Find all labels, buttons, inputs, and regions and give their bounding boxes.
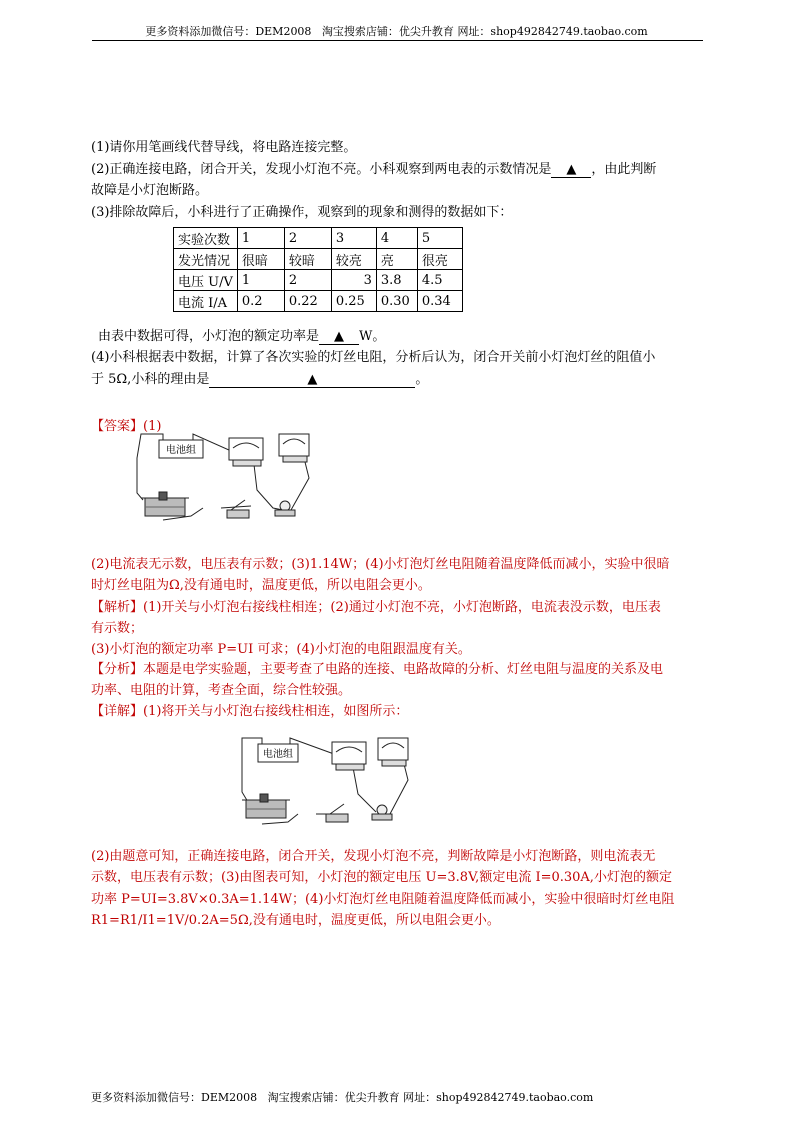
blank-rated-power: ▲ — [319, 329, 359, 345]
analysis-line-3: (3)小灯泡的额定功率 P=UI 可求；(4)小灯泡的电阻跟温度有关。 — [91, 642, 471, 657]
blank-q4: ▲ — [209, 372, 415, 388]
analysis-label: 【解析】 — [91, 600, 144, 615]
ammeter-icon — [229, 438, 263, 466]
footer-wechat: 更多资料添加微信号：DEM2008 — [91, 1091, 258, 1104]
question-3: (3)排除故障后，小科进行了正确操作，观察到的现象和测得的数据如下： — [91, 205, 513, 220]
fenxi-label: 【分析】 — [91, 662, 144, 677]
fenxi-line-1: 【分析】本题是电学实验题，主要考查了电路的连接、电路故障的分析、灯丝电阻与温度的关系及电 — [91, 662, 664, 677]
header-divider — [92, 40, 703, 41]
voltmeter-icon — [378, 738, 408, 766]
footer-shop: 淘宝搜索店铺：优尖升教育 — [267, 1091, 400, 1104]
detail-line-3: 示数，电压表有示数；(3)由图表可知，小灯泡的额定电压 U=3.8V,额定电流 I=0.30A,小灯泡的额定 — [91, 870, 672, 885]
switch-icon — [227, 500, 249, 518]
battery-label: 电池组 — [263, 749, 293, 760]
table-row: 发光情况 很暗 较暗 较亮 亮 很亮 — [174, 249, 463, 270]
data-table — [173, 227, 463, 312]
answer-label: 【答案】 — [91, 419, 144, 434]
rheostat-icon — [141, 492, 189, 516]
question-1: (1)请你用笔画线代替导线，将电路连接完整。 — [91, 140, 357, 155]
table-row: 实验次数 1 2 3 4 5 — [174, 228, 463, 249]
question-2-cont: 故障是小灯泡断路。 — [91, 183, 209, 198]
battery-label: 电池组 — [166, 445, 196, 456]
rheostat-icon — [242, 794, 290, 818]
analysis-line-2: 有示数； — [91, 621, 144, 636]
answer-heading: 【答案】(1) — [91, 419, 162, 434]
table-row: 电压 U/V 1 2 3 3.8 4.5 — [174, 270, 463, 291]
detail-line-1: 【详解】(1)将开关与小灯泡右接线柱相连，如图所示： — [91, 704, 409, 719]
detail-line-5: R1=R1/I1=1V/0.2A=5Ω,没有通电时，温度更低，所以电阻会更小。 — [91, 913, 500, 928]
page-header — [0, 23, 793, 39]
header-shop: 淘宝搜索店铺：优尖升教育 — [321, 25, 454, 38]
fenxi-line-2: 功率、电阻的计算，考查全面，综合性较强。 — [91, 683, 352, 698]
header-wechat: 更多资料添加微信号：DEM2008 — [145, 25, 312, 38]
page-footer — [91, 1089, 593, 1105]
answer-line-2: (2)电流表无示数，电压表有示数；(3)1.14W；(4)小灯泡灯丝电阻随着温度降低而减小，实验中很暗 — [91, 557, 670, 572]
switch-icon — [326, 804, 348, 822]
analysis-line-1: 【解析】(1)开关与小灯泡右接线柱相连；(2)通过小灯泡不亮，小灯泡断路，电流表没示数，电压表 — [91, 600, 661, 615]
question-4-cont: 于 5Ω,小科的理由是 ▲ 。 — [91, 372, 429, 387]
question-2: (2)正确连接电路，闭合开关，发现小灯泡不亮。小科观察到两电表的示数情况是 ▲ ，由此判断 — [91, 162, 657, 177]
bulb-icon — [372, 805, 392, 820]
table-row: 电流 I/A 0.2 0.22 0.25 0.30 0.34 — [174, 291, 463, 312]
detail-label: 【详解】 — [91, 704, 144, 719]
rated-power-question: 由表中数据可得，小灯泡的额定功率是 ▲ W。 — [98, 329, 386, 344]
detail-line-2: (2)由题意可知，正确连接电路，闭合开关，发现小灯泡不亮，判断故障是小灯泡断路，则电流表无 — [91, 849, 656, 864]
detail-line-4: 功率 P=UI=3.8V×0.3A=1.14W；(4)小灯泡灯丝电阻随着温度降低而减小，实验中很暗时灯丝电阻 — [91, 892, 675, 907]
circuit-diagram-answer — [133, 428, 323, 526]
blank-q2: ▲ — [551, 162, 591, 178]
footer-url: 网址：shop492842749.taobao.com — [403, 1091, 594, 1104]
question-4: (4)小科根据表中数据，计算了各次实验的灯丝电阻，分析后认为，闭合开关前小灯泡灯丝的阻值小 — [91, 350, 656, 365]
ammeter-icon — [332, 742, 366, 770]
answer-line-3: 时灯丝电阻为Ω,没有通电时，温度更低，所以电阻会更小。 — [91, 578, 431, 593]
voltmeter-icon — [279, 434, 309, 462]
circuit-diagram-detail — [240, 732, 420, 828]
header-url: 网址：shop492842749.taobao.com — [457, 25, 648, 38]
